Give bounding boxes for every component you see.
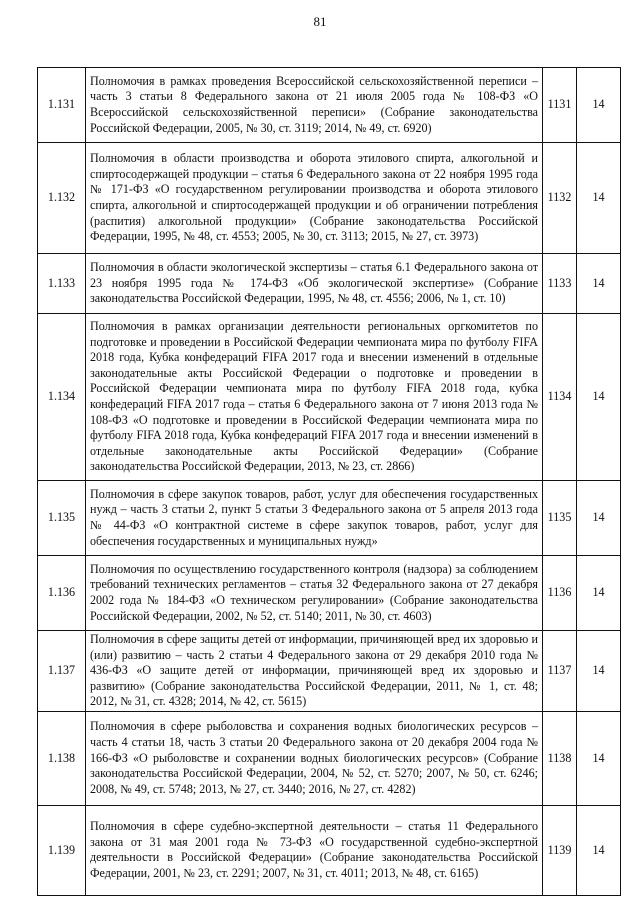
row-code: 1139 [543, 805, 577, 895]
row-number: 1.136 [38, 556, 86, 631]
row-number: 1.139 [38, 805, 86, 895]
row-description: Полномочия в сфере защиты детей от информации, причиняющей вред их здоровью и (или) развитию – часть 2 статьи 4 Федерального закона от 29 декабря 2010 года № 436-ФЗ «О защите детей от информации, причиняющей вред их здоровью и развитию» (Собрание законодательства Российской Федерации, 2011, № 1, ст. 48; 2012, № 31, ст. 4328; 2014, № 42, ст. 5615) [86, 631, 543, 712]
row-value: 14 [577, 805, 621, 895]
row-description: Полномочия по осуществлению государственного контроля (надзора) за соблюдением требований технических регламентов – статья 32 Федерального закона от 27 декабря 2002 года № 184-ФЗ «О техническом регулировании» (Собрание законодательства Российской Федерации, 2002, № 52, ст. 5140; 2011, № 30, ст. 4603) [86, 556, 543, 631]
row-value: 14 [577, 711, 621, 805]
row-description: Полномочия в области производства и оборота этилового спирта, алкогольной и спиртосодержащей продукции – статья 6 Федерального закона от 22 ноября 1995 года № 171-ФЗ «О государственном регулировании производства и оборота этилового спирта, алкогольной и спиртосодержащей продукции и об ограничении потребления (распития) алкогольной продукции» (Собрание законодательства Российской Федерации, 1995, № 48, ст. 4553; 2005, № 30, ст. 3113; 2015, № 27, ст. 3973) [86, 143, 543, 254]
row-description: Полномочия в сфере рыболовства и сохранения водных биологических ресурсов – часть 4 статьи 18, часть 3 статьи 20 Федерального закона от 20 декабря 2004 года № 166-ФЗ «О рыболовстве и сохранении водных биологических ресурсов» (Собрание законодательства Российской Федерации, 2004, № 52, ст. 5270; 2007, № 50, ст. 6246; 2008, № 49, ст. 5748; 2013, № 27, ст. 3440; 2016, № 27, ст. 4282) [86, 711, 543, 805]
row-value: 14 [577, 481, 621, 556]
row-value: 14 [577, 556, 621, 631]
table-row [38, 805, 621, 895]
row-code: 1132 [543, 143, 577, 254]
table-row [38, 481, 621, 556]
row-number: 1.138 [38, 711, 86, 805]
row-code: 1135 [543, 481, 577, 556]
table-row [38, 556, 621, 631]
row-description: Полномочия в области экологической экспертизы – статья 6.1 Федерального закона от 23 ноября 1995 года № 174-ФЗ «Об экологической экспертизе» (Собрание законодательства Российской Федерации, 1995, № 48, ст. 4556; 2006, № 1, ст. 10) [86, 254, 543, 314]
row-code: 1137 [543, 631, 577, 712]
row-code: 1134 [543, 314, 577, 481]
row-value: 14 [577, 143, 621, 254]
table-row [38, 711, 621, 805]
table-row [38, 631, 621, 712]
row-code: 1136 [543, 556, 577, 631]
table-row [38, 254, 621, 314]
page-number: 81 [313, 14, 327, 29]
row-code: 1133 [543, 254, 577, 314]
row-number: 1.135 [38, 481, 86, 556]
row-description: Полномочия в сфере закупок товаров, работ, услуг для обеспечения государственных нужд – часть 3 статьи 2, пункт 5 статьи 3 Федерального закона от 5 апреля 2013 года № 44-ФЗ «О контрактной системе в сфере закупок товаров, работ, услуг для обеспечения государственных и муниципальных нужд» [86, 481, 543, 556]
row-description: Полномочия в рамках проведения Всероссийской сельскохозяйственной переписи – часть 3 статьи 8 Федерального закона от 21 июля 2005 года № 108-ФЗ «О Всероссийской сельскохозяйственной переписи» (Собрание законодательства Российской Федерации, 2005, № 30, ст. 3119; 2014, № 49, ст. 6920) [86, 68, 543, 143]
row-number: 1.131 [38, 68, 86, 143]
row-code: 1131 [543, 68, 577, 143]
table-row [38, 143, 621, 254]
table-row [38, 68, 621, 143]
row-value: 14 [577, 314, 621, 481]
row-description: Полномочия в рамках организации деятельности региональных оргкомитетов по подготовке и проведении в Российской Федерации чемпионата мира по футболу FIFA 2018 года, Кубка конфедераций FIFA 2017 года и внесении изменений в отдельные законодательные акты Российской Федерации о подготовке и проведении в Российской Федерации чемпионата мира по футболу FIFA 2018 года, кубка конфедераций FIFA 2017 года – статья 6 Федерального закона от 7 июня 2013 года № 108-ФЗ «О подготовке и проведении в Российской Федерации чемпионата мира по футболу FIFA 2018 года, Кубка конфедераций FIFA 2017 года и внесении изменений в отдельные законодательные акты Российской Федерации» (Собрание законодательства Российской Федерации, 2013, № 23, ст. 2866) [86, 314, 543, 481]
row-number: 1.133 [38, 254, 86, 314]
row-description: Полномочия в сфере судебно-экспертной деятельности – статья 11 Федерального закона от 31 мая 2001 года № 73-ФЗ «О государственной судебно-экспертной деятельности в Российской Федерации» (Собрание законодательства Российской Федерации, 2001, № 23, ст. 2291; 2007, № 31, ст. 4011; 2013, № 48, ст. 6165) [86, 805, 543, 895]
table-row [38, 314, 621, 481]
row-number: 1.134 [38, 314, 86, 481]
row-value: 14 [577, 68, 621, 143]
row-number: 1.137 [38, 631, 86, 712]
row-code: 1138 [543, 711, 577, 805]
row-value: 14 [577, 254, 621, 314]
powers-table [37, 67, 621, 896]
row-number: 1.132 [38, 143, 86, 254]
row-value: 14 [577, 631, 621, 712]
